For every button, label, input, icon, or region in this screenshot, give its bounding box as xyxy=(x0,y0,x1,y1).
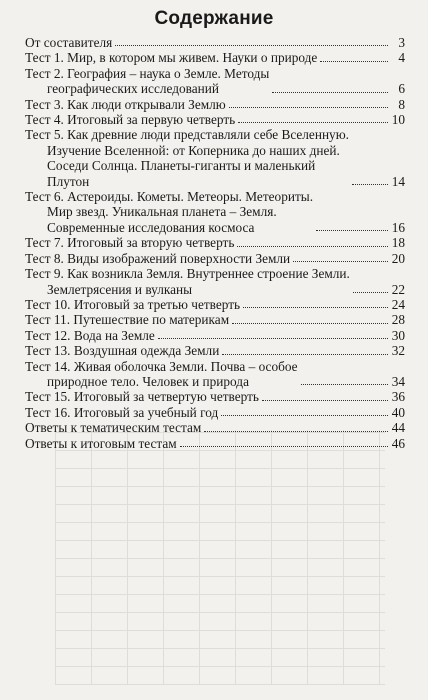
toc-page-number: 8 xyxy=(398,96,405,112)
toc-page-number: 16 xyxy=(391,219,405,235)
toc-entry-line: Изучение Вселенной: от Коперника до наших дней. xyxy=(47,142,340,158)
toc-entry-title xyxy=(25,50,317,65)
toc-entry xyxy=(25,112,405,127)
toc-entry-title xyxy=(25,251,290,266)
toc-entry-title xyxy=(25,235,234,250)
toc-entry-line: От составителя xyxy=(25,35,113,50)
toc-entry xyxy=(25,312,405,327)
dot-leader xyxy=(238,122,388,123)
dot-leader xyxy=(222,354,388,355)
toc-page-number: 6 xyxy=(398,81,405,97)
toc-page-number: 20 xyxy=(391,250,405,266)
dot-leader xyxy=(204,431,388,432)
toc-entry xyxy=(25,235,405,250)
toc-page-number: 22 xyxy=(391,281,405,297)
toc-page-number: 10 xyxy=(391,112,405,128)
toc-entry-title xyxy=(25,297,240,312)
table-of-contents xyxy=(25,35,405,451)
dot-leader xyxy=(229,107,388,108)
toc-entry xyxy=(25,266,405,297)
toc-entry-line: Землетрясения и вулканы xyxy=(47,281,193,297)
dot-leader xyxy=(301,384,388,385)
toc-page-number: 14 xyxy=(391,173,405,189)
toc-page-number: 30 xyxy=(391,327,405,343)
page-title: Содержание xyxy=(154,8,274,29)
toc-entry xyxy=(25,189,405,235)
toc-entry-line: природное тело. Человек и природа xyxy=(47,373,249,389)
toc-entry xyxy=(25,127,405,189)
dot-leader xyxy=(180,446,388,447)
toc-page-number: 32 xyxy=(391,343,405,359)
toc-entry xyxy=(25,297,405,312)
toc-entry-title xyxy=(25,328,155,343)
toc-entry xyxy=(25,328,405,343)
toc-entry xyxy=(25,405,405,420)
toc-entry-line: Ответы к тематическим тестам xyxy=(25,420,202,436)
toc-entry-line: Тест 7. Итоговый за вторую четверть xyxy=(25,235,235,251)
toc-entry xyxy=(25,66,405,97)
dot-leader xyxy=(316,230,388,231)
toc-entry-line: Тест 8. Виды изображений поверхности Земли xyxy=(25,250,291,266)
toc-entry-line: Тест 1. Мир, в котором мы живем. Науки о природе xyxy=(25,50,318,66)
toc-entry-line: Плутон xyxy=(47,173,90,189)
dot-leader xyxy=(221,415,388,416)
dot-leader xyxy=(353,292,388,293)
toc-entry-line: Тест 12. Вода на Земле xyxy=(25,327,155,343)
dot-leader xyxy=(232,323,388,324)
toc-entry-line: Тест 10. Итоговый за третью четверть xyxy=(25,296,241,312)
dot-leader xyxy=(320,61,388,62)
toc-entry-title xyxy=(25,112,235,127)
dot-leader xyxy=(243,307,388,308)
toc-page-number: 46 xyxy=(391,435,405,451)
toc-entry-line: Тест 9. Как возникла Земля. Внутреннее строение Земли. xyxy=(25,266,350,282)
toc-entry xyxy=(25,420,405,435)
toc-entry xyxy=(25,251,405,266)
toc-entry-line: Тест 14. Живая оболочка Земли. Почва – особое xyxy=(25,358,298,374)
toc-entry-line: географических исследований xyxy=(47,81,219,97)
toc-entry xyxy=(25,359,405,390)
toc-entry-title xyxy=(25,127,349,189)
toc-entry-line: Ответы к итоговым тестам xyxy=(25,435,177,451)
toc-page-number: 3 xyxy=(398,35,405,50)
dot-leader xyxy=(237,246,388,247)
dot-leader xyxy=(158,338,388,339)
toc-page-number: 24 xyxy=(391,296,405,312)
dot-leader xyxy=(115,45,388,46)
toc-entry-title xyxy=(25,389,259,404)
toc-entry-title xyxy=(25,97,226,112)
toc-entry xyxy=(25,436,405,451)
toc-entry-title xyxy=(25,312,229,327)
toc-entry-line: Тест 2. География – наука о Земле. Методы xyxy=(25,65,270,81)
toc-entry-title xyxy=(25,66,269,97)
toc-page-number: 36 xyxy=(391,389,405,405)
toc-entry-title xyxy=(25,343,219,358)
toc-entry-title xyxy=(25,189,313,235)
dot-leader xyxy=(352,184,388,185)
toc-page-number: 28 xyxy=(391,312,405,328)
toc-entry-line: Мир звезд. Уникальная планета – Земля. xyxy=(47,204,277,220)
toc-entry-title xyxy=(25,35,112,50)
show-through-table xyxy=(55,430,385,685)
toc-entry-line: Тест 6. Астероиды. Кометы. Метеоры. Метеориты. xyxy=(25,189,314,205)
toc-entry xyxy=(25,343,405,358)
toc-entry-line: Тест 11. Путешествие по материкам xyxy=(25,312,230,328)
toc-entry-line: Соседи Солнца. Планеты-гиганты и маленький xyxy=(47,158,316,174)
toc-entry xyxy=(25,389,405,404)
toc-entry-line: Современные исследования космоса xyxy=(47,219,255,235)
toc-entry-line: Тест 4. Итоговый за первую четверть xyxy=(25,112,236,128)
dot-leader xyxy=(293,261,388,262)
toc-entry xyxy=(25,50,405,65)
toc-entry-title xyxy=(25,359,298,390)
toc-entry xyxy=(25,35,405,50)
toc-entry-line: Тест 15. Итоговый за четвертую четверть xyxy=(25,389,259,405)
toc-page-number: 40 xyxy=(391,404,405,420)
dot-leader xyxy=(262,400,388,401)
toc-page-number: 18 xyxy=(391,235,405,251)
toc-page-number: 4 xyxy=(398,50,405,66)
toc-entry-line: Тест 5. Как древние люди представляли себе Вселенную. xyxy=(25,127,349,143)
toc-entry-line: Тест 13. Воздушная одежда Земли xyxy=(25,343,220,359)
toc-page-number: 34 xyxy=(391,373,405,389)
toc-entry-title xyxy=(25,266,350,297)
toc-entry-line: Тест 16. Итоговый за учебный год xyxy=(25,404,219,420)
toc-entry-title xyxy=(25,405,218,420)
toc-entry xyxy=(25,97,405,112)
dot-leader xyxy=(272,92,388,93)
toc-entry-title xyxy=(25,436,177,451)
toc-entry-line: Тест 3. Как люди открывали Землю xyxy=(25,96,226,112)
toc-page-number: 44 xyxy=(391,420,405,436)
toc-entry-title xyxy=(25,420,201,435)
